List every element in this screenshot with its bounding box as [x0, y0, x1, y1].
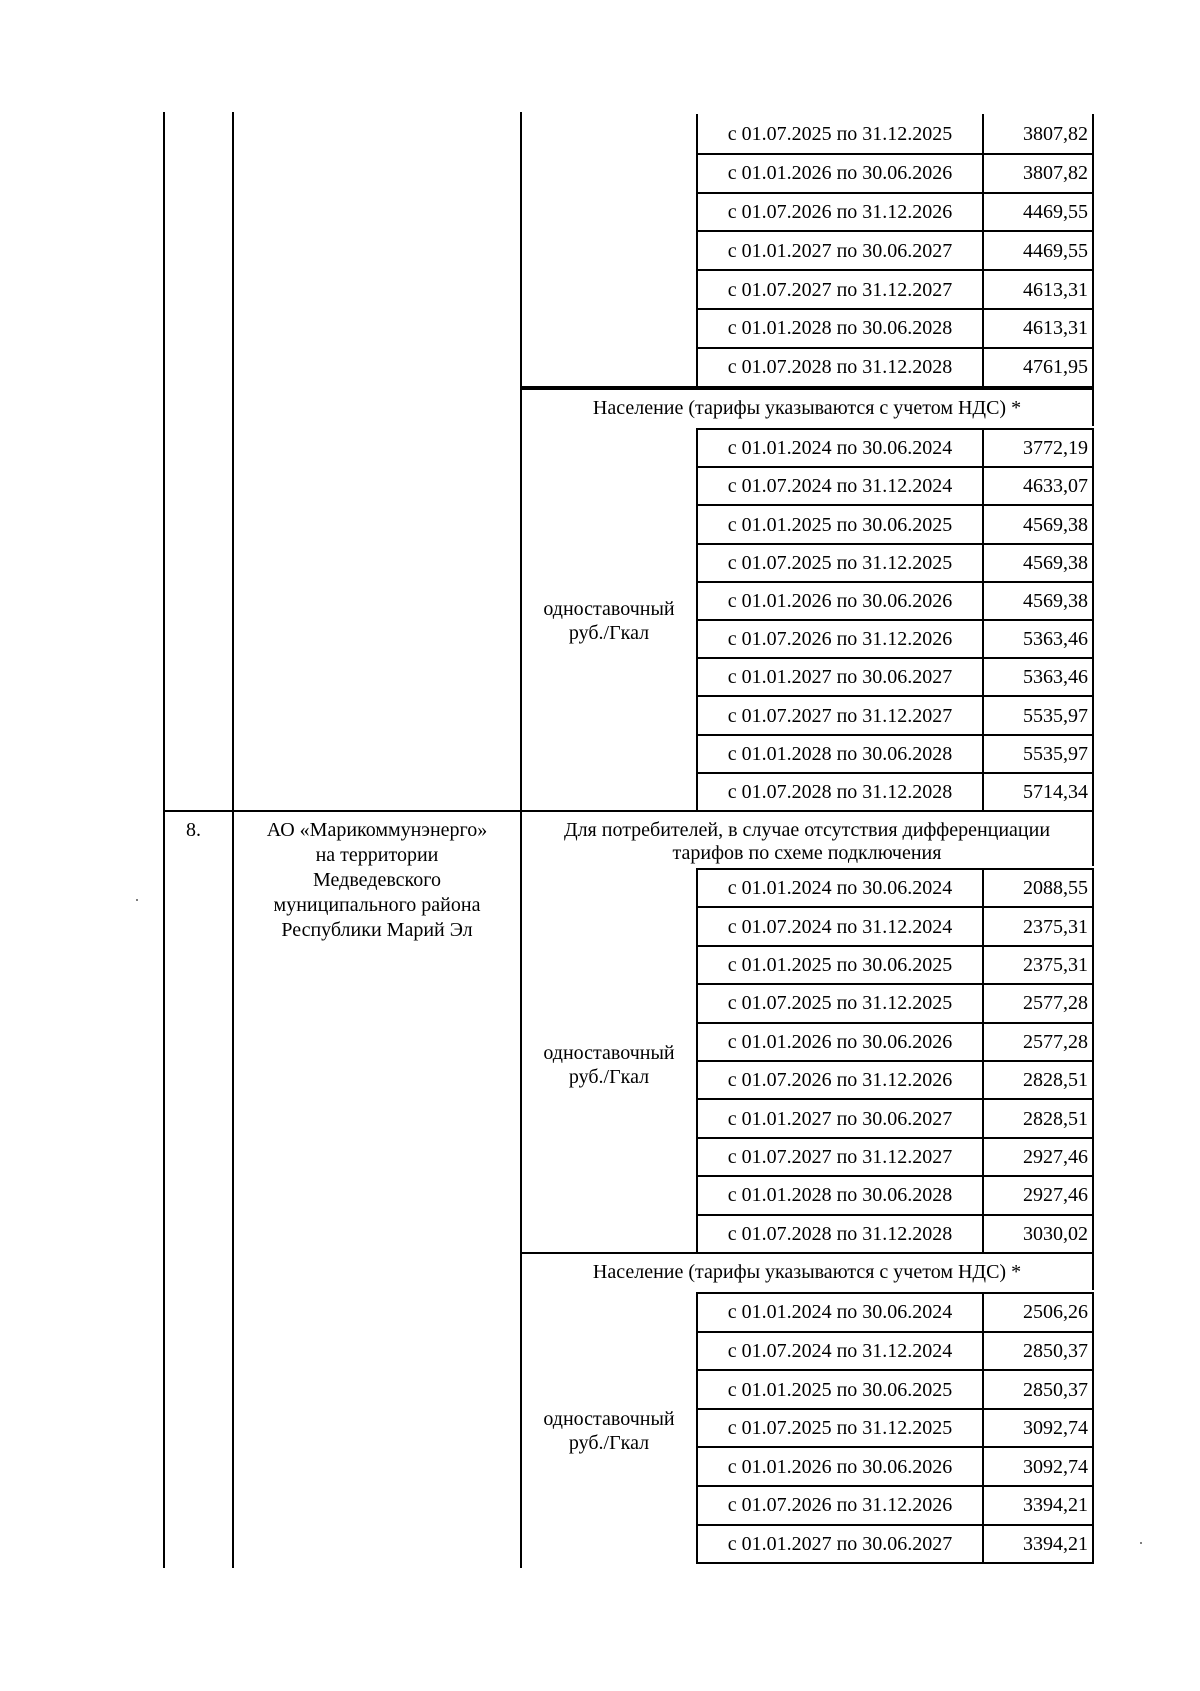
- header-consumers-line-2: тарифов по схеме подключения: [672, 842, 942, 864]
- tariff-value: 2088,55: [1023, 877, 1088, 899]
- row-border: [696, 1369, 1094, 1371]
- tariff-value: 3092,74: [1023, 1456, 1088, 1478]
- row-border: [696, 1137, 1094, 1139]
- row-border: [696, 1060, 1094, 1062]
- row-border: [696, 1485, 1094, 1487]
- row-border: [520, 386, 1094, 388]
- header-population-2-right: [1092, 1252, 1094, 1290]
- row8-top-border: [163, 810, 522, 812]
- row-border: [696, 695, 1094, 697]
- unit-label-population-2-line-1: одноставочный: [543, 1408, 675, 1430]
- row-border: [696, 1175, 1094, 1177]
- tariff-period: с 01.01.2026 по 30.06.2026: [727, 1031, 953, 1053]
- tariff-value: 2850,37: [1023, 1340, 1088, 1362]
- tariff-period: с 01.01.2026 по 30.06.2026: [727, 590, 953, 612]
- row-border: [696, 269, 1094, 271]
- tariff-period: с 01.07.2024 по 31.12.2024: [727, 1340, 953, 1362]
- tariff-value: 5535,97: [1023, 743, 1088, 765]
- tariff-value: 2375,31: [1023, 954, 1088, 976]
- row-border: [696, 1022, 1094, 1024]
- tariff-period: с 01.01.2027 по 30.06.2027: [727, 240, 953, 262]
- row-border: [696, 1098, 1094, 1100]
- tariff-period: с 01.01.2024 по 30.06.2024: [727, 877, 953, 899]
- tariff-value: 2577,28: [1023, 992, 1088, 1014]
- tariff-value: 2506,26: [1023, 1301, 1088, 1323]
- row-border: [696, 192, 1094, 194]
- tariff-period: с 01.07.2025 по 31.12.2025: [727, 1417, 953, 1439]
- organization-line-5: Республики Марий Эл: [281, 919, 473, 941]
- tariff-period: с 01.07.2027 по 31.12.2027: [727, 1146, 953, 1168]
- row-border: [696, 308, 1094, 310]
- tariff-period: с 01.07.2026 по 31.12.2026: [727, 1494, 953, 1516]
- tariff-value: 5363,46: [1023, 666, 1088, 688]
- col-border-left: [163, 112, 165, 1568]
- row-border: [520, 1252, 1094, 1254]
- header-population-2: Население (тарифы указываются с учетом НДС) *: [592, 1261, 1022, 1283]
- tariff-period: с 01.01.2027 по 30.06.2027: [727, 1533, 953, 1555]
- tariff-period: с 01.07.2028 по 31.12.2028: [727, 1223, 953, 1245]
- tariff-period: с 01.07.2025 по 31.12.2025: [727, 123, 953, 145]
- row-border: [696, 1562, 1094, 1564]
- row-border: [696, 428, 1094, 430]
- row-border: [696, 230, 1094, 232]
- tariff-period: с 01.01.2025 по 30.06.2025: [727, 514, 953, 536]
- tariff-period: с 01.07.2024 по 31.12.2024: [727, 916, 953, 938]
- row-border: [696, 772, 1094, 774]
- row-border: [696, 347, 1094, 349]
- scan-speck: [1140, 1542, 1142, 1544]
- unit-label-population-1-line-1: одноставочный: [543, 598, 675, 620]
- tariff-value: 4469,55: [1023, 240, 1088, 262]
- tariff-period: с 01.01.2024 по 30.06.2024: [727, 437, 953, 459]
- scan-speck: [136, 899, 138, 901]
- tariff-period: с 01.07.2024 по 31.12.2024: [727, 475, 953, 497]
- tariff-value: 4469,55: [1023, 201, 1088, 223]
- header-consumers-right: [1092, 810, 1094, 866]
- tariff-period: с 01.07.2027 по 31.12.2027: [727, 279, 953, 301]
- tariff-value: 2927,46: [1023, 1146, 1088, 1168]
- tariff-period: с 01.07.2025 по 31.12.2025: [727, 992, 953, 1014]
- row-border: [696, 906, 1094, 908]
- tariff-period: с 01.07.2027 по 31.12.2027: [727, 705, 953, 727]
- header-population-1-top: [520, 388, 1094, 390]
- tariff-value: 3772,19: [1023, 437, 1088, 459]
- row-border: [696, 945, 1094, 947]
- tariff-value: 4569,38: [1023, 590, 1088, 612]
- row-border: [696, 543, 1094, 545]
- tariff-value: 5714,34: [1023, 781, 1088, 803]
- tariff-period: с 01.07.2028 по 31.12.2028: [727, 781, 953, 803]
- unit-label-consumers-line-1: одноставочный: [543, 1042, 675, 1064]
- organization-line-3: Медведевского: [313, 869, 441, 891]
- row-border: [696, 619, 1094, 621]
- row-border: [696, 1331, 1094, 1333]
- tariff-period: с 01.01.2027 по 30.06.2027: [727, 1108, 953, 1130]
- tariff-period: с 01.01.2024 по 30.06.2024: [727, 1301, 953, 1323]
- row-border: [696, 1214, 1094, 1216]
- row-border: [696, 504, 1094, 506]
- unit-label-consumers-line-2: руб./Гкал: [568, 1066, 650, 1088]
- tariff-period: с 01.01.2026 по 30.06.2026: [727, 162, 953, 184]
- tariff-value: 2927,46: [1023, 1184, 1088, 1206]
- tariff-value: 4633,07: [1023, 475, 1088, 497]
- tariff-period: с 01.07.2026 по 31.12.2026: [727, 201, 953, 223]
- row-border: [696, 983, 1094, 985]
- tariff-value: 3394,21: [1023, 1494, 1088, 1516]
- organization-line-2: на территории: [315, 844, 439, 866]
- tariff-value: 3092,74: [1023, 1417, 1088, 1439]
- tariff-value: 3807,82: [1023, 123, 1088, 145]
- tariff-period: с 01.01.2027 по 30.06.2027: [727, 666, 953, 688]
- tariff-period: с 01.07.2025 по 31.12.2025: [727, 552, 953, 574]
- row-border: [696, 153, 1094, 155]
- row-border: [696, 734, 1094, 736]
- header-population-1-right: [1092, 388, 1094, 426]
- tariff-value: 4569,38: [1023, 514, 1088, 536]
- row-border: [696, 581, 1094, 583]
- row-border: [696, 657, 1094, 659]
- header-population-1: Население (тарифы указываются с учетом НДС) *: [592, 397, 1022, 419]
- row-border: [696, 1524, 1094, 1526]
- tariff-period: с 01.01.2025 по 30.06.2025: [727, 1379, 953, 1401]
- tariff-value: 4761,95: [1023, 356, 1088, 378]
- tariff-value: 5535,97: [1023, 705, 1088, 727]
- row-border: [696, 868, 1094, 870]
- row-border: [696, 1292, 1094, 1294]
- tariff-period: с 01.07.2026 по 31.12.2026: [727, 628, 953, 650]
- tariff-period: с 01.01.2028 по 30.06.2028: [727, 1184, 953, 1206]
- row-border: [696, 466, 1094, 468]
- tariff-value: 4569,38: [1023, 552, 1088, 574]
- tariff-value: 2577,28: [1023, 1031, 1088, 1053]
- row-border: [696, 1446, 1094, 1448]
- tariff-value: 5363,46: [1023, 628, 1088, 650]
- tariff-period: с 01.01.2026 по 30.06.2026: [727, 1456, 953, 1478]
- row-border: [696, 1408, 1094, 1410]
- unit-label-population-1-line-2: руб./Гкал: [568, 622, 650, 644]
- header-consumers-line-1: Для потребителей, в случае отсутствия дифференциации: [563, 819, 1051, 841]
- tariff-period: с 01.07.2028 по 31.12.2028: [727, 356, 953, 378]
- tariff-value: 4613,31: [1023, 317, 1088, 339]
- tariff-value: 2828,51: [1023, 1069, 1088, 1091]
- tariff-value: 2828,51: [1023, 1108, 1088, 1130]
- row-number: 8.: [186, 819, 201, 841]
- tariff-value: 3394,21: [1023, 1533, 1088, 1555]
- tariff-period: с 01.01.2028 по 30.06.2028: [727, 317, 953, 339]
- tariff-value: 4613,31: [1023, 279, 1088, 301]
- tariff-period: с 01.07.2026 по 31.12.2026: [727, 1069, 953, 1091]
- tariff-value: 2850,37: [1023, 1379, 1088, 1401]
- organization-line-1: АО «Марикоммунэнерго»: [266, 819, 488, 841]
- tariff-value: 3030,02: [1023, 1223, 1088, 1245]
- tariff-period: с 01.01.2025 по 30.06.2025: [727, 954, 953, 976]
- tariff-value: 2375,31: [1023, 916, 1088, 938]
- unit-label-population-2-line-2: руб./Гкал: [568, 1432, 650, 1454]
- organization-line-4: муниципального района: [273, 894, 481, 916]
- tariff-value: 3807,82: [1023, 162, 1088, 184]
- tariff-period: с 01.01.2028 по 30.06.2028: [727, 743, 953, 765]
- row-border: [520, 810, 1094, 812]
